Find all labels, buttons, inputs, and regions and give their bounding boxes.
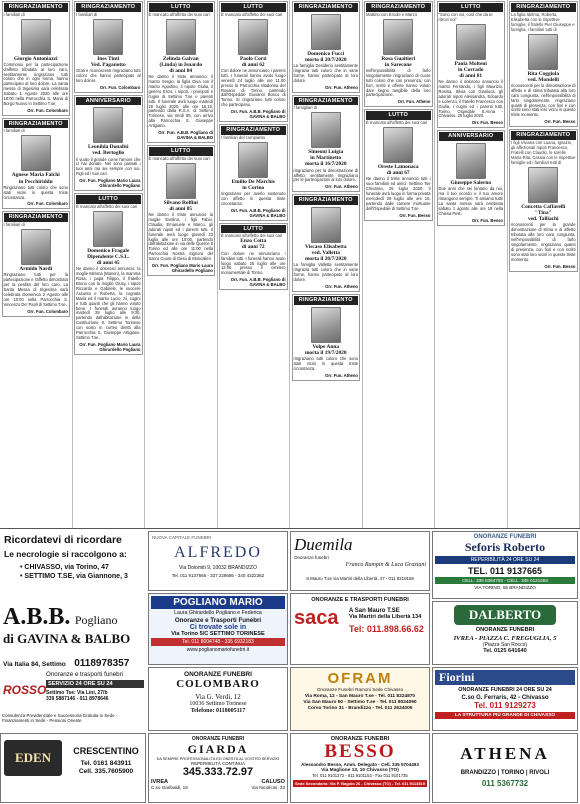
- notice-text: Ne danno il triste annuncio tutti i suoi familiari ed amici. Settimo Tse Chivasso, 25 luglio 2020. Il funerale avrà luogo in forma privata mercoledì 29 luglio alle ore 16, partendo dalle camere mortuarie dell'Ospedale di Settimo T.se.: [366, 176, 431, 211]
- obituary-notice: [2, 211, 71, 316]
- besso-logo: BESSO: [324, 741, 396, 762]
- notice-intro: Mattino con Ercole e Marzo: [366, 11, 417, 17]
- saca-line1: A San Mauro T.SE: [349, 608, 400, 614]
- notice-intro: I familiari di: [3, 221, 25, 227]
- obituary-column: [73, 0, 146, 528]
- colombaro-city: 10036 Settimo Torinese: [189, 701, 247, 707]
- ivrea-line2: C.so Garibaldi, 16: [151, 785, 188, 790]
- ad-pogliano-mario: [148, 593, 288, 665]
- deceased-name: Oreste Lamonaca di anni 67: [377, 163, 419, 177]
- ad-colombaro: [148, 667, 288, 731]
- obituary-notice: [147, 145, 216, 276]
- portrait-photo: [21, 135, 51, 171]
- portrait-photo: [311, 307, 341, 343]
- obituary-column: [363, 0, 436, 528]
- notice-intro: È mancato all'affetto dei suoi cari: [76, 203, 138, 209]
- saca-line2: Via Martiri della Libertà 134: [349, 614, 422, 620]
- ad-dalberto: [432, 601, 578, 665]
- funeral-home-signature: Orr. Fun. A.B.B. Pogliano di GAVINA & BALBO: [230, 207, 286, 218]
- notice-header: LUTTO: [366, 111, 431, 120]
- ofram-line1: Onoranze Funebri Ramoni Sede Chivasso: [316, 687, 404, 692]
- notice-text: La famiglia Desiderio sentitamente ringrazia tutti coloro che in varie forme, hanno partecipato al loro dolore.: [293, 62, 358, 83]
- saca-logo: saca: [294, 607, 339, 629]
- deceased-name: Rita Coggiola ved. Mondelli: [527, 70, 560, 83]
- athena-phone: 011 5367732: [481, 779, 529, 788]
- dalberto-sub: ONORANZE FUNEBRI: [475, 627, 535, 633]
- ofram-line4: Corso Torino 31 - Brandizzo - Tel. 011 2624005: [307, 706, 413, 711]
- notice-text: La famiglia Valletta sentitamente ringrazia tutti coloro che in varie forme, hanno partecipato al loro dolore.: [293, 262, 358, 283]
- duemila-logo: Duemila: [294, 535, 353, 554]
- notice-text: ringraziano per averlo sostenuto con affetto in questa triste circostanza.: [221, 191, 286, 206]
- funeral-home-signature: Orr. Fun. Colombaro: [27, 201, 68, 207]
- pogliano-sub: Laura Ghirardello Pogliano e Federica: [174, 610, 262, 616]
- giarda-logo: GIARDA: [187, 742, 249, 756]
- ivrea-line4: Via Nicolicini, 33: [251, 785, 285, 790]
- notice-text: riconoscenti per la dimostrazione di affetto e di stima tributata alla loro cara congiunta, nell'impossibilità di farlo singolarmente, ringraziano quanti di presenza, con fiori e con scritti sono stati loro vicini in questo triste momento.: [511, 82, 576, 118]
- deceased-name: Giorgio Antoniazzi: [13, 55, 58, 62]
- portrait-photo: [166, 163, 196, 199]
- obituary-notice: [2, 118, 71, 210]
- funeral-home-signature: Orr. Fun. Besso: [399, 212, 431, 218]
- fiorini-footer: LA STRUTTURA PIÙ GRANDE DI CHIVASSO: [435, 712, 575, 719]
- notice-header: RINGRAZIAMENTO: [294, 196, 359, 205]
- notice-header: RINGRAZIAMENTO: [4, 120, 69, 129]
- notice-text: Grati e riconoscenti ringraziano tutti coloro che hanno partecipato al loro dolore.: [76, 67, 141, 83]
- notice-header: RINGRAZIAMENTO: [511, 3, 576, 12]
- ad-giarda: [148, 733, 288, 803]
- notice-header: LUTTO: [76, 195, 141, 204]
- giarda-line1: DA SEMPRE PROFESSIONALITÀ ED ONESTÀ AL VOSTRO SERVIZIO: [156, 757, 280, 761]
- notice-text: nell'impossibilità di farlo singolarmente ringraziano di cuore tutti coloro che con presenza, con fiori, scritti e offerte hanno voluto dare segno tangibile della loro partecipazione.: [366, 67, 431, 98]
- besso-footer: Sede Secondaria: Via P. Bagolo 26 - Chivasso (TO) - Tel. 011 9114519: [295, 781, 425, 786]
- duemila-sub: Onoranze funebri: [294, 555, 329, 560]
- fiorini-address: C.so G. Ferraris, 42 - Chivasso: [461, 695, 549, 701]
- portrait-photo: [311, 207, 341, 243]
- ad-duemila: [290, 531, 430, 591]
- notice-header: RINGRAZIAMENTO: [221, 126, 286, 135]
- eden-phone: Tel. 0161 843911: [80, 760, 132, 767]
- obituary-notice: [437, 130, 506, 225]
- portrait-photo: [21, 229, 51, 265]
- notice-intro: I famigliari di: [293, 105, 318, 111]
- funeral-home-signature: Orr. Fun. Atheno: [325, 372, 358, 378]
- deceased-name: Armido Nardi: [19, 265, 53, 272]
- fiorini-logo: Fiorini: [435, 670, 575, 685]
- portrait-photo: [238, 19, 268, 55]
- notice-text: Due anni che sei lontano da noi, ma il tuo ricordo e il tuo amore rimangono sempre. Ti amiamo tutti! La santa messa sarà celebrata sabato 1 agosto alle ore 19 nella Chiesa Pest.: [438, 186, 503, 216]
- ricordatevi-address-2: • SETTIMO T.SE, via Giannone, 3: [20, 573, 128, 580]
- obituary-notice: [292, 1, 361, 93]
- ivrea-line1: IVREA: [151, 779, 169, 785]
- ricordatevi-title: Ricordatevi di ricordare: [4, 534, 122, 546]
- portrait-photo: [311, 14, 341, 50]
- giarda-sub: ONORANZE FUNEBRI: [191, 736, 245, 742]
- abb-phone: 0118978357: [74, 658, 130, 667]
- deceased-name: Concetta Caffarelli "Tina" ved. Talliachi: [521, 203, 566, 223]
- ricordatevi-address-1: • CHIVASSO, via Torino, 47: [20, 564, 109, 571]
- portrait-photo: [383, 19, 413, 55]
- obituary-column: [508, 0, 580, 528]
- ofram-logo: OFRAM: [327, 670, 393, 687]
- notice-header: RINGRAZIAMENTO: [294, 97, 359, 106]
- notice-text: Commossi per la partecipazione d'affetto tributata al loro caro, sentitamente ringraziano tutti coloro che in ogni forma, hanno partecipato al loro dolore. La santa messa di trigesima sarà celebrata Sabato 1 Agosto 2020 alle ore 18:00 nella Parrocchia S. Maria di Borgo Nuovo in Settimo T.se.: [3, 61, 68, 106]
- notice-header: RINGRAZIAMENTO: [366, 3, 431, 12]
- pogliano-line2: Ci trovate sole in: [189, 624, 247, 631]
- fiorini-sub: ONORANZE FUNEBRI 24 ORE SU 24: [458, 687, 552, 693]
- obituary-notice: [364, 109, 433, 220]
- funeral-home-signature: Orr. Fun. A.B.B. Pogliano di GAVINA & BALBO: [230, 277, 286, 288]
- obituary-notice: [509, 129, 578, 271]
- eden-logo: EDEN: [4, 740, 62, 776]
- obituary-notice: [219, 1, 288, 122]
- notice-intro: È mancato all'affetto dei suoi cari: [221, 233, 283, 239]
- deceased-name: Simeoni Luigia in Martinetto morta il 16/7/2020: [304, 149, 347, 168]
- notice-intro: È mancato all'affetto dei suoi cari: [366, 119, 428, 125]
- notice-text: Ne danno il triste annuncio la moglie Evelina, i figli Fabio, Claudia, Emanuele e Marco, gli adorati nipoti ed i parenti tutti. Il funerale avrà luogo giovedì 23 luglio alle ore 10:00, partendo dall'abitazione in via delle Querce 8 Torino ed alle ore 11:00 nella Parrocchia Nostra Signora del Sacro Cuore di Gesù di Moncalieri.: [148, 211, 213, 262]
- ad-abb: [0, 601, 146, 667]
- duemila-address: S.Mauro T.se via Martiri della Libertà, 47 - 011 8219158: [306, 576, 414, 581]
- dalberto-sub2: (Piazza San Rocco): [482, 642, 528, 648]
- deceased-name: Enzo Cotta di anni 72: [240, 238, 267, 251]
- obituary-notice: [2, 1, 71, 116]
- abb-pogliano: Pogliano: [74, 613, 118, 627]
- notice-text: ringraziano tutti coloro che sono stati vicini in questa triste circostanza.: [293, 356, 358, 371]
- pogliano-web: www.poglianomariofunebri.it: [186, 647, 250, 653]
- portrait-photo: [456, 143, 486, 179]
- besso-sub: Alessandro Besso, Amm. Delegato - Cell. 335 5704493: [301, 762, 419, 767]
- notice-intro: I familiari di: [76, 11, 98, 17]
- pogliano-line1: Onoranze e Trasporti Funebri: [174, 617, 262, 624]
- ricordatevi-subtitle: Le necrologie si raccolgono a:: [4, 549, 127, 559]
- funeral-home-signature: Orr. Fun. Besso: [544, 263, 576, 269]
- funeral-home-signature: Orr. Fun. Besso: [544, 119, 576, 125]
- giarda-phone: 345.333.72.97: [182, 766, 254, 778]
- notice-intro: La figlia Idelma, Roberta, Elisabetta con le rispettive famiglie, il fratello Pier Giuseppe e famiglia, i familiari tutti di: [511, 11, 575, 32]
- notice-intro: "Sono con voi, così che da te ritrovi noi": [438, 11, 493, 22]
- seforis-logo: Seforis Roberto: [464, 540, 546, 554]
- saca-title: ONORANZE E TRASPORTI FUNEBRI: [311, 597, 409, 603]
- alfredo-logo: ALFREDO: [174, 544, 262, 561]
- ad-ofram: [290, 667, 430, 731]
- notice-header: RINGRAZIAMENTO: [294, 296, 359, 305]
- abb-logo: A.B.B.: [3, 604, 71, 630]
- ad-seforis: [432, 531, 578, 599]
- funeral-home-signature: Orr. Fun. Besso: [471, 120, 503, 126]
- notice-intro: È mancato all'affetto dei suoi cari: [221, 11, 283, 17]
- deceased-name: Ines Tinti Ved. Paganotto: [90, 55, 126, 68]
- notice-header: LUTTO: [221, 225, 286, 234]
- deceased-name: Zelinda Galvan (Linda) in Isnardo di anni 84: [159, 55, 203, 74]
- ad-eden: [0, 733, 146, 803]
- obituary-notice: [219, 223, 288, 290]
- notice-header: RINGRAZIAMENTO: [76, 3, 141, 12]
- funeral-home-signature: Orr. Fun. A.B.B. Pogliano di GAVINA & BALBO: [158, 130, 213, 141]
- deceased-name: Emilio De Marchis in Corino: [231, 178, 275, 191]
- seforis-title: ONORANZE FUNEBRI: [473, 534, 537, 540]
- abb-gavina: di GAVINA & BALBO: [3, 631, 131, 646]
- funeral-home-signature: Orr. Fun. Atheno: [325, 284, 358, 290]
- seforis-cells: CELL. 335 6384793 - CELL. 345 0121658: [435, 577, 575, 584]
- ofram-line2: Via Roma, 12 - San Mauro T.se - Tel. 011 8224870: [304, 694, 416, 699]
- alfredo-sub: NUOVA CAPITALE FUNEBRI: [152, 535, 212, 540]
- rosso-phone: 339 5887146 - 011 8978646: [46, 696, 109, 702]
- obituary-notice: [74, 193, 143, 355]
- ad-ricordatevi: [0, 531, 146, 599]
- giarda-line2: REPERIBILITÀ CONTINUA: [191, 761, 245, 766]
- colombaro-title: ONORANZE FUNEBRI: [184, 671, 252, 678]
- obituary-notice: [292, 95, 361, 193]
- ivrea-line3: CALUSO: [261, 779, 285, 785]
- funeral-home-signature: Orr. Fun. Atheno: [325, 184, 358, 190]
- rosso-title: Onoranze e trasporti funebri: [46, 671, 124, 678]
- obituary-notice: [147, 1, 216, 143]
- portrait-photo: [93, 19, 123, 55]
- funeral-home-signature: Orr. Fun. Colombaro: [99, 84, 141, 90]
- dalberto-address: IVREA - PIAZZA C. FREGUGLIA, 5: [453, 635, 557, 642]
- obituary-column: [290, 0, 363, 528]
- dalberto-logo: DALBERTO: [454, 605, 556, 625]
- notice-text: Il vuoto il grande come l'amore che ci hai donato. Nel sono passati i tuoi anni ma sei sempre con noi. Figli ed i tuoi cari.: [76, 156, 141, 177]
- seforis-address: VIA TORINO, 55 BRANDIZZO: [474, 585, 536, 590]
- obituary-notice: [74, 95, 143, 192]
- pogliano-line3: Via Torino 5/C SETTIMO TORINESE: [171, 631, 265, 637]
- obituary-column: [0, 0, 73, 528]
- notice-header: RINGRAZIAMENTO: [4, 3, 69, 12]
- duemila-name: Franco Rampin & Luca Graziani: [345, 562, 426, 568]
- notice-intro: I familiari di: [3, 11, 25, 17]
- portrait-photo: [93, 211, 123, 247]
- notice-text: Ringraziano tutti per la partecipazione e l'affetto dimostrato per la perdita del loro caro. La Santa Messa di trigesima sarà celebrata Domenica 2 Agosto alle ore 10:00 nella Parrocchia S. Vincenzo De' Paoli di Settimo T.se.: [3, 272, 68, 307]
- funeral-home-signature: Orr. Fun. Pogliano Mario Laura Ghirardello Pogliano: [79, 178, 141, 189]
- notice-header: LUTTO: [149, 3, 214, 12]
- funeral-home-signature: Orr. Fun. A.B.B. Pogliano di GAVINA & BALBO: [230, 109, 286, 120]
- alfredo-phone: Tel. 011 9137566 - 337 228686 - 340 4322362: [171, 573, 265, 578]
- obituary-notice: [364, 1, 433, 107]
- obituary-notice: [509, 1, 578, 127]
- notice-intro: I familiari di: [3, 128, 25, 134]
- notice-intro: I familiari del compianto: [221, 134, 265, 140]
- obituary-notice: [292, 194, 361, 292]
- notice-text: Ne danno il doloroso annuncio il marito Fernando, i figli Maurizio, Rosina, Silvia con Gianluca, gli adorati nipoti Alessandra, Edoardo e Lorenzo, il fratello Francesco con Giulia, i cugini ed i parenti tutti. Torino, Ospedale S.Anna - Chivasso, 25 luglio 2020.: [438, 79, 503, 119]
- notice-text: Ne danno il doloroso annuncio: la moglie Mimma (Manon), la mamma Rosa, i papà Filippo, il fratello Bruno con la moglie Giusy, i nipoti Riccardo e Gabriele, le suocere Assunta e Roberta, la cognata Maria ed il marito Lucio, zii, cugini e tutti quanti che gli hanno voluto bene. I funerali avranno luogo martedì 28 luglio alle 9:30, partendo dall'abitazione in della Costituzione 8, Settimo Torinese con sosto in corteo diretti alla Parrocchia S. Giuseppe Artigiano. Settimo T.se.: [76, 266, 141, 340]
- alfredo-address: Via Dolomiti 9, 10032 BRANDIZZO: [179, 565, 257, 571]
- obituary-notice: [74, 1, 143, 93]
- notice-intro: È mancato all'affetto dei suoi cari: [148, 11, 210, 17]
- colombaro-logo: COLOMBARO: [176, 678, 260, 690]
- deceased-name: Domenico Fucci morto il 20/7/2020: [304, 50, 347, 63]
- rosso-address: Settimo Tse: Via Lini, 27/b: [46, 690, 108, 696]
- funeral-home-signature: Orr. Fun. Pogliano Mario Laura Ghirardello Pogliano: [79, 341, 141, 352]
- notice-intro: I figli Viviana con Luana, Ignazio, gli affezionati nipoti Francesco, Fratelli con Claudio, le sorelle Maria Rita, Cassia con le rispettive famiglie ed i familiari tutti di: [511, 139, 576, 165]
- notice-text: Ringraziano tutti coloro che sono stati vicini in questa triste circostanza.: [3, 184, 68, 200]
- ad-athena: [432, 733, 578, 803]
- funeral-home-signature: Orr. Fun. Colombaro: [27, 308, 68, 314]
- besso-line1: Via Maglione 13, 10 Chivasso (TO): [321, 768, 399, 773]
- fiorini-phone: Tel. 011 9129273: [474, 701, 536, 710]
- rosso-footer: Consulenza Previdenziale e Successoria Gratuita in Sede - Finanziamenti in Sede - Pensioni Oneste: [2, 713, 118, 724]
- deceased-name: Domenico Fragale Dipendente C.S.L. di anni 45: [87, 247, 130, 267]
- besso-line2: Tel. 011 9101272 - 011 9101153 - Fax 011 9101735: [312, 773, 408, 778]
- obituary-notice: [292, 294, 361, 381]
- portrait-photo: [311, 112, 341, 148]
- funeral-home-signature: Orr. Fun. Besso: [471, 217, 503, 223]
- obituary-column: [218, 0, 291, 528]
- ad-alfredo: [148, 531, 288, 591]
- notice-header: RINGRAZIAMENTO: [294, 3, 359, 12]
- ofram-line3: Via San Mauro 50 - Settimo T.se - Tel. 011 8024090: [303, 700, 417, 705]
- ad-saca: [290, 593, 430, 665]
- deceased-name: Paolo Corti di anni 62: [240, 55, 267, 68]
- pogliano-phone: Tel. 011 8004748 - 335 6932183: [151, 638, 285, 646]
- notice-text: Con dolore ne annunciano i familiari tutti. I funerali hanno avuto luogo sabato 25 luglio alle ore 12.00 presso il cimitero monumentale di Torino.: [221, 250, 286, 276]
- deceased-name: Volpe Anna morta il 19/7/2020: [304, 343, 347, 356]
- portrait-photo: [456, 24, 486, 60]
- notice-header: RINGRAZIAMENTO: [511, 131, 576, 140]
- obituary-column: [435, 0, 508, 528]
- notice-text: Con dolore ne annunciano i parenti tutti. I funerali hanno avuto luogo venerdì 24 luglio alle ore 11.00 presso la Parrocchia Madonna del Rosario di Torino, partendo dall'Ospedale Giovanni Bosco di Torino. Si ringraziano tutti coloro che partecipano.: [221, 67, 286, 108]
- deceased-name: Paola Molteni in Corrado di anni 81: [454, 60, 487, 79]
- athena-logo: ATHENA: [460, 744, 550, 763]
- notice-header: ANNIVERSARIO: [76, 97, 141, 106]
- notice-header: LUTTO: [149, 147, 214, 156]
- rosso-logo: ROSSO: [3, 683, 47, 697]
- advertisements-area: [0, 528, 580, 804]
- notice-intro: È mancato all'affetto dei suoi cari: [148, 155, 210, 161]
- deceased-name: Rosa Gualtieri in Sarecone: [381, 55, 416, 68]
- funeral-home-signature: Orr. Fun. Colombaro: [27, 107, 68, 113]
- eden-cell: Cell. 335.7605900: [78, 768, 134, 775]
- deceased-name: Viscaso Elisabetta ved. Valletta morta il 20/7/2020: [304, 243, 347, 263]
- dalberto-phone: Tel. 0125 641640: [483, 648, 527, 654]
- ad-fiorini: [432, 667, 578, 731]
- notice-header: LUTTO: [439, 3, 504, 12]
- notice-header: LUTTO: [221, 3, 286, 12]
- obituary-notice: [437, 1, 506, 128]
- rosso-service: SERVIZIO 24 ORE SU 24: [46, 680, 144, 688]
- funeral-home-signature: Orr. Fun. Atheno: [397, 99, 431, 105]
- notice-header: RINGRAZIAMENTO: [4, 213, 69, 222]
- deceased-name: Agnese Maria Falchi in Pecchiriddu: [11, 172, 60, 185]
- portrait-photo: [383, 127, 413, 163]
- funeral-home-signature: Orr. Fun. Atheno: [325, 84, 358, 90]
- pogliano-title: POGLIANO MARIO: [151, 596, 285, 609]
- deceased-name: Leonilda Donalisi ved. Bertoglio: [87, 144, 129, 157]
- portrait-photo: [238, 142, 268, 178]
- ad-besso: [290, 733, 430, 803]
- seforis-phone: TEL. 011 9137665: [467, 566, 543, 576]
- eden-name: CRESCENTINO: [73, 746, 139, 756]
- notice-text: Ne danno il triste annuncio: il marito Sergio, la figlia Diva con il marito Agostino, il nipote Giulia, il genero Enzo, i nipoti, i pronipoti e cugini di Settimo T.se e parenti tutti. Il funerale avrà luogo martedì 28 luglio 2020, alle ore 15.15, partendo dalla R.S.A. di Settimo Torinese, via Verdi 85, con arrivo alla Parrocchia S. Giuseppe Artigiano.: [148, 74, 213, 129]
- colombaro-address: Via G. Verdi, 12: [195, 693, 241, 701]
- portrait-photo: [166, 19, 196, 55]
- portrait-photo: [21, 19, 51, 55]
- abb-address: Via Italia 84, Settimo: [3, 661, 66, 667]
- deceased-name: Silvano Rolfini di anni 85: [163, 199, 198, 212]
- portrait-photo: [528, 167, 558, 203]
- notice-header: ANNIVERSARIO: [439, 132, 504, 141]
- funeral-home-signature: Orr. Fun. Pogliano Mario Laura Ghirardello Pogliano: [151, 263, 213, 274]
- colombaro-phone: Telefono: 0118005117: [190, 708, 246, 714]
- deceased-name: Giuseppe Salerno: [450, 179, 492, 186]
- portrait-photo: [93, 107, 123, 143]
- notice-text: ringraziano per la dimostrazione di affetto, sentitamente ringraziano per le partecipazioni al loro dolore.: [293, 167, 358, 183]
- saca-phone: Tel: 011.898.66.62: [349, 624, 424, 634]
- portrait-photo: [528, 34, 558, 70]
- obituary-column: [145, 0, 218, 528]
- seforis-sub: REPERIBILITÀ 24 ORE SU 24: [435, 556, 575, 564]
- notice-text: riconoscenti per la grande dimostrazione di stima e di affetto tributata alla loro cara congiunta, nell'impossibilità di farlo singolarmente, ringraziano quanti di presenza, con fiori e con scritti sono stati loro vicini in questo triste momento.: [511, 222, 576, 262]
- athena-sub: BRANDIZZO | TORINO | RIVOLI: [460, 770, 550, 776]
- besso-title: ONORANZE FUNEBRI: [330, 736, 390, 742]
- obituary-notice: [219, 124, 288, 221]
- ad-rosso: [0, 669, 146, 731]
